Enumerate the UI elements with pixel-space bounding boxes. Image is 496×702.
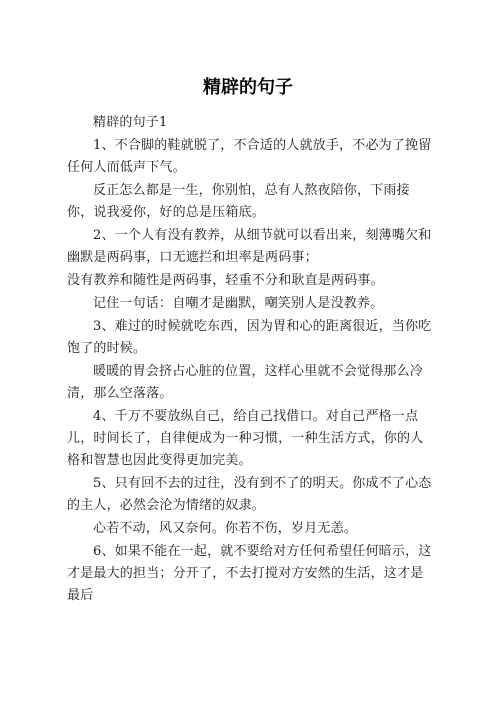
- paragraph-subtitle: 精辟的句子1: [93, 115, 168, 130]
- paragraph: 记住一句话：自嘲才是幽默，嘲笑别人是没教养。: [93, 296, 384, 311]
- paragraph: 1、不合脚的鞋就脱了，不合适的人就放手，不必为了挽留任何人而低声下气。: [67, 138, 432, 175]
- paragraph: 4、千万不要放纵自己，给自己找借口。对自己严格一点儿，时间长了，自律便成为一种习惯，一种生活方式，你的人格和智慧也因此变得更加完美。: [67, 409, 424, 468]
- paragraph: 6、如果不能在一起，就不要给对方任何希望任何暗示，这才是最大的担当；分开了，不去打搅对方安然的生活，这才是最后: [67, 544, 432, 603]
- paragraph: 没有教养和随性是两码事，轻重不分和耿直是两码事。: [67, 273, 384, 288]
- paragraph: 5、只有回不去的过往，没有到不了的明天。你成不了心态的主人，必然会沦为情绪的奴隶。: [67, 476, 432, 513]
- paragraph: 3、难过的时候就吃东西，因为胃和心的距离很近，当你吃饱了的时候。: [67, 319, 432, 356]
- document-body: [67, 112, 433, 608]
- document-title: 精辟的句子: [203, 77, 293, 98]
- paragraph: 2、一个人有没有教养，从细节就可以看出来，刻薄嘴欠和幽默是两码事，口无遮拦和坦率是两码事；: [67, 228, 432, 265]
- paragraph: 反正怎么都是一生，你别怕，总有人熬夜陪你，下雨接你，说我爱你，好的总是压箱底。: [67, 183, 410, 220]
- paragraph: 暖暖的胃会挤占心脏的位置，这样心里就不会觉得那么冷清，那么空落落。: [67, 364, 424, 401]
- paragraph: 心若不动，风又奈何。你若不伤，岁月无恙。: [93, 521, 358, 536]
